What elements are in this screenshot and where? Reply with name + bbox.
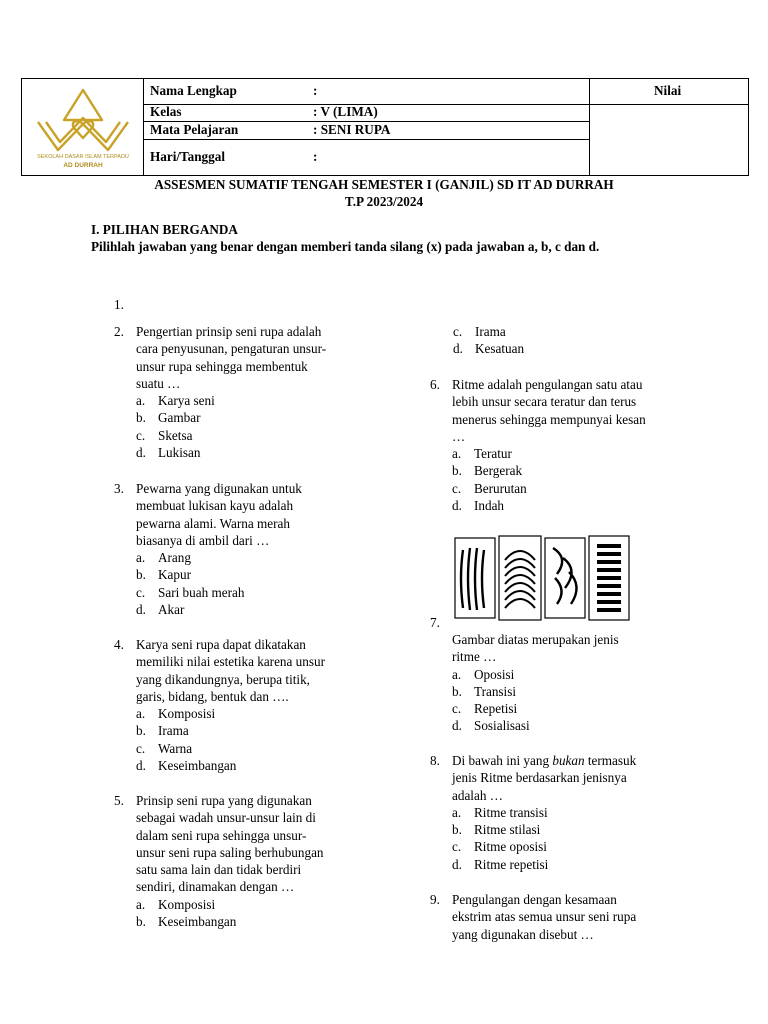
- rhythm-patterns-icon: [453, 532, 631, 624]
- hari-label: Hari/Tanggal: [150, 149, 225, 164]
- table-divider: [589, 78, 590, 176]
- logo-emblem-icon: [30, 84, 136, 154]
- option-b[interactable]: b. Gambar: [136, 410, 201, 426]
- question-text: jenis Ritme berdasarkan jenisnya: [452, 770, 627, 786]
- rhythm-picture: [453, 532, 631, 624]
- option-b[interactable]: b. Keseimbangan: [136, 914, 237, 930]
- option-b[interactable]: b. Transisi: [452, 683, 517, 699]
- option-d[interactable]: d. Ritme repetisi: [452, 856, 549, 872]
- question-text: dalam seni rupa sehingga unsur-: [136, 827, 307, 843]
- question-text: pewarna alami. Warna merah: [136, 515, 290, 531]
- mapel-label: Mata Pelajaran: [150, 122, 239, 137]
- question-text: unsur rupa sehingga membentuk: [136, 358, 308, 374]
- option-a[interactable]: a. Komposisi: [136, 706, 216, 722]
- option-d[interactable]: d. Indah: [452, 498, 505, 514]
- question-number: 1.: [114, 297, 124, 312]
- option-a[interactable]: a. Komposisi: [136, 896, 216, 912]
- question-text: ritme …: [452, 649, 497, 665]
- emphasis-bukan: bukan: [552, 753, 585, 768]
- option-d[interactable]: d. Sosialisasi: [452, 718, 530, 734]
- section-heading: I. PILIHAN BERGANDA: [91, 222, 238, 237]
- question-text: Pengertian prinsip seni rupa adalah: [136, 324, 322, 339]
- question-text: membuat lukisan kayu adalah: [136, 498, 294, 514]
- question-text: Karya seni rupa dapat dikatakan: [136, 637, 306, 652]
- logo-caption-bottom: AD DURRAH: [63, 162, 103, 169]
- option-b[interactable]: b. Bergerak: [452, 463, 523, 479]
- nilai-label: Nilai: [654, 83, 682, 98]
- exam-title: ASSESMEN SUMATIF TENGAH SEMESTER I (GANJIL) SD IT AD DURRAH: [154, 177, 614, 192]
- option-a[interactable]: a. Arang: [136, 550, 191, 566]
- question-text: ekstrim atas semua unsur seni rupa: [452, 909, 637, 925]
- question-text: …: [452, 428, 466, 444]
- table-divider: [143, 78, 144, 176]
- option-b[interactable]: b. Ritme stilasi: [452, 822, 541, 838]
- question-number: 4.: [114, 637, 124, 652]
- mapel-value: : SENI RUPA: [313, 122, 391, 137]
- question-text: biasanya di ambil dari …: [136, 532, 270, 548]
- option-c[interactable]: c. Sketsa: [136, 427, 193, 443]
- school-logo: [30, 84, 136, 172]
- section-instruction: Pilihlah jawaban yang benar dengan memberi tanda silang (x) pada jawaban a, b, c dan d.: [91, 239, 600, 254]
- option-c[interactable]: c. Ritme oposisi: [452, 839, 547, 855]
- question-text: cara penyusunan, pengaturan unsur-: [136, 341, 327, 357]
- option-a[interactable]: a. Ritme transisi: [452, 804, 548, 820]
- kelas-value: : V (LIMA): [313, 104, 378, 119]
- table-divider: [143, 139, 589, 140]
- question-text: garis, bidang, bentuk dan ….: [136, 688, 289, 704]
- question-text: sendiri, dinamakan dengan …: [136, 879, 295, 895]
- question-number: 5.: [114, 793, 124, 808]
- option-b[interactable]: b. Kapur: [136, 567, 191, 583]
- question-number: 3.: [114, 481, 124, 496]
- option-d[interactable]: d. Keseimbangan: [136, 758, 237, 774]
- option-a[interactable]: a. Oposisi: [452, 666, 515, 682]
- question-text: Di bawah ini yang bukan termasuk: [452, 753, 637, 768]
- question-number: 7.: [430, 615, 440, 630]
- question-text: yang digunakan disebut …: [452, 926, 594, 942]
- hari-value: :: [313, 149, 318, 164]
- option-c[interactable]: c. Berurutan: [452, 480, 527, 496]
- nama-value: :: [313, 83, 318, 98]
- question-text: Ritme adalah pengulangan satu atau: [452, 377, 643, 392]
- kelas-label: Kelas: [150, 104, 182, 119]
- exam-year: T.P 2023/2024: [344, 194, 424, 209]
- nama-label: Nama Lengkap: [150, 83, 237, 98]
- option-d[interactable]: d. Akar: [136, 602, 185, 618]
- option-c[interactable]: c. Warna: [136, 740, 193, 756]
- question-text: menerus sehingga mempunyai kesan: [452, 411, 646, 427]
- question-text: Pengulangan dengan kesamaan: [452, 892, 617, 907]
- question-text: unsur seni rupa saling berhubungan: [136, 844, 324, 860]
- question-text: Prinsip seni rupa yang digunakan: [136, 793, 312, 808]
- question-number: 9.: [430, 892, 440, 907]
- option-a[interactable]: a. Karya seni: [136, 393, 215, 409]
- question-text: Pewarna yang digunakan untuk: [136, 481, 302, 496]
- question-text: suatu …: [136, 375, 181, 391]
- option-d[interactable]: d. Lukisan: [136, 445, 201, 461]
- question-number: 2.: [114, 324, 124, 339]
- table-divider: [143, 104, 749, 105]
- question-text: Gambar diatas merupakan jenis: [452, 632, 619, 647]
- question-text: satu sama lain dan tidak berdiri: [136, 862, 302, 878]
- option-a[interactable]: a. Teratur: [452, 446, 512, 462]
- question-text: adalah …: [452, 787, 503, 803]
- question-text: yang dikandungnya, berupa titik,: [136, 671, 310, 687]
- option-b[interactable]: b. Irama: [136, 723, 189, 739]
- logo-caption-top: SEKOLAH DASAR ISLAM TERPADU: [37, 154, 129, 160]
- question-text: lebih unsur secara teratur dan terus: [452, 394, 637, 410]
- question-number: 8.: [430, 753, 440, 768]
- question-text: memiliki nilai estetika karena unsur: [136, 654, 325, 670]
- question-text: sebagai wadah unsur-unsur lain di: [136, 810, 316, 826]
- option-c[interactable]: c. Sari buah merah: [136, 584, 245, 600]
- option-c[interactable]: c. Repetisi: [452, 701, 518, 717]
- question-number: 6.: [430, 377, 440, 392]
